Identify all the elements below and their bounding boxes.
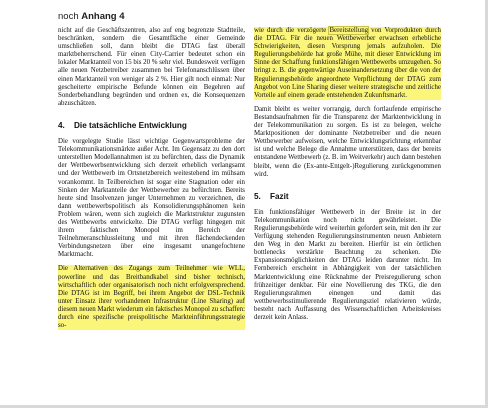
right-p1-marked-word: Bereitstellung xyxy=(329,27,369,34)
left-paragraph-3-highlighted: Die Alternativen des Zugangs zum Teilnehmer wie WLL, powerline und das Breitbandkabel sind bisher technisch, wirtschaftlich oder organisatorisch noch nicht erfolgversprechend. Die DTAG ist im Begriff, bei ihrem Angebot der DSL-Technik unter Einsatz ihrer vorhandenen Infrastruktur (Line Sharing) auf diesem neuen Markt wiederum ein faktisches Monopol zu schaffen: durch eine spezifische preispolitische Markteinführungsstrategie so- xyxy=(58,265,246,330)
section-5-title: Fazit xyxy=(270,191,289,201)
left-paragraph-1: nicht auf die Geschäftszentren, also auf eng begrenzte Stadtteile, beschränken, sondern die Gesamtfläche einer Gemeinde umschließen soll, dann bleibt die DTAG fast überall marktbeherrschend. Für einen City-Carrier bedeutet schon ein lokaler Marktanteil von 15 bis 20 % sehr viel. Bundesweit verfügen alle neuen Netzbetreiber zusammen bei Telefonanschlüssen über einen Marktanteil von weniger als 2 %. Hier gilt noch einmal: Nur gescheiterte empirische Befunde können ein Begehren auf Sonderbehandlung begründen und ordnen ex, die Konsequenzen abzuschätzen. xyxy=(58,27,245,107)
section-5-heading xyxy=(254,193,441,201)
right-paragraph-2: Damit bleibt es weiter vorrangig, durch fortlaufende empirische Bestandsaufnahmen für die Transparenz der Marktentwicklung in der Telekommunikation zu sorgen. Es ist zu belegen, welche Marktpositionen der dominante Netzbetreiber und die neuen Wettbewerber aufweisen, welche Entwicklungsrichtung erkennbar ist und welche Belege die Annahme unterstützen, dass der bereits entstandene Wettbewerb (z. B. im Weitverkehr) auch dann bestehen bleibt, wenn die (Ex-ante-Entgelt-)Regulierung zurückgenommen wird. xyxy=(254,105,441,178)
right-paragraph-1-highlighted xyxy=(254,27,441,100)
right-paragraph-3: Ein funktionsfähiger Wettbewerb in der Breite ist in der Telekommunikation noch nicht gewährleistet. Die Regulierungsbehörde wird weiterhin gefordert sein, mit den ihr zur Verfügung stehenden Regulierungsinstrumenten neuen Anbietern den Weg in den Markt zu bereiten. Hierfür ist ein örtlichen bottlenecks verstärkte Beachtung zu schenken. Die Expansionsmöglichkeiten der DTAG leiden darunter nicht. Im Fernbereich erscheint in Abhängigkeit von der tatsächlichen Marktentwicklung eine Rücknahme der Preisregulierung schon frühzeitiger denkbar. Für eine Novellierung des TKG, die den Regulierungsrahmen einengen und damit das wettbewerbsstimulierende Regulierungsziel relativieren würde, besteht nach Auffassung des Wissenschaftlichen Arbeitskreises derzeit kein Anlass. xyxy=(254,208,441,321)
left-column xyxy=(58,27,245,330)
right-p1-post: von Vorprodukten durch die DTAG. Für die neuen Wettbewerber erwachsen erhebliche Schwierigkeiten, diesen Vorsprung jemals aufzuholen. Die Regulierungsbehörde hat große Mühe, mit dieser Entwicklung im Sinne der Schaffung funktionsfähigen Wettbewerbs umzugehen. So bringt z. B. die gegenwärtige Auseinandersetzung über die von der Regulierungsbehörde angeordnete Verpflichtung der DTAG zum Angebot von Line Sharing dieser weitere strategische und zeitliche Vorteile auf einem gerade entstehenden Zukunftsmarkt. xyxy=(254,27,441,99)
running-head-title: Anhang 4 xyxy=(81,11,125,22)
section-4-heading xyxy=(58,122,245,130)
section-4-title: Die tatsächliche Entwicklung xyxy=(74,120,187,130)
section-5-number: 5. xyxy=(254,191,261,201)
running-head xyxy=(58,11,125,22)
section-4-number: 4. xyxy=(58,120,65,130)
running-head-prefix: noch xyxy=(58,11,79,22)
left-paragraph-2: Die vorgelegte Studie lässt wichtige Gegenwartsprobleme der Telekommunikationsmärkte außer Acht. Im Gegensatz zu den dort unterstellten Modellannahmen ist zu befürchten, dass die Dynamik der Wettbewerbsentwicklung sich derzeit erheblich verlangsamt und der Wettbewerb im Ortsnetzbereich weitestehend im mühsam vorankommt. In Teilbereichen ist sogar eine Stagnation oder ein Sinken der Marktanteile der Wettbewerber zu befürchten. Bereits heute sind Insolvenzen junger Unternehmen zu verzeichnen, die dann wettbewerbspolitisch als Konsolidierungsphänomen kein Problem wären, wenn sich zugleich die Marktstruktur zugunsten des Wettbewerbs entwickelte. Die DTAG verfügt hingegen mit ihrem faktischen Monopol im Bereich der Teilnehmeranschlussleitung und mit ihren flächendeckenden Verbindungsnetzen über eine insgesamt unangefochtene Marktmacht. xyxy=(58,138,245,259)
right-column xyxy=(254,27,441,322)
right-p1-pre: wie durch die verzögerte xyxy=(254,27,330,34)
